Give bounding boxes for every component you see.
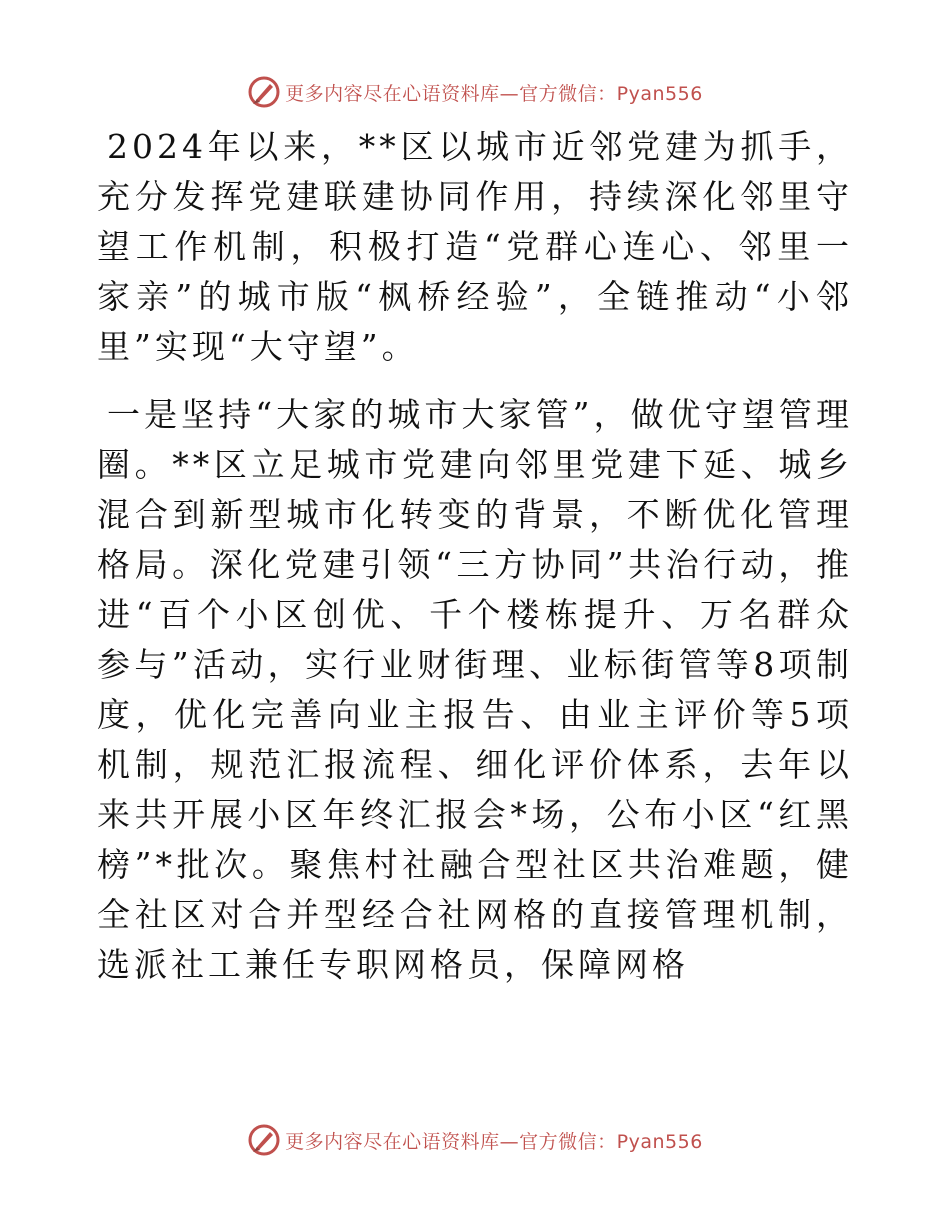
footer-watermark-banner (0, 1120, 950, 1160)
header-banner-text: 更多内容尽在心语资料库—官方微信：Pyan556 (285, 82, 703, 105)
logo-pen-icon (247, 1123, 281, 1157)
header-watermark-banner (0, 72, 950, 112)
paragraph-intro: 2024年以来，**区以城市近邻党建为抓手，充分发挥党建联建协同作用，持续深化邻里守望工作机制，积极打造“党群心连心、邻里一家亲”的城市版“枫桥经验”，全链推动“小邻里”实现“大守望”。 (97, 127, 853, 366)
document-body (97, 122, 853, 1008)
footer-banner-text: 更多内容尽在心语资料库—官方微信：Pyan556 (285, 1130, 703, 1153)
logo-pen-icon (247, 75, 281, 109)
paragraph-point-one: 一是坚持“大家的城市大家管”，做优守望管理圈。**区立足城市党建向邻里党建下延、城乡混合到新型城市化转变的背景，不断优化管理格局。深化党建引领“三方协同”共治行动，推进“百个小区创优、千个楼栋提升、万名群众参与”活动，实行业财街理、业标街管等8项制度，优化完善向业主报告、由业主评价等5项机制，规范汇报流程、细化评价体系，去年以来共开展小区年终汇报会*场，公布小区“红黑榜”*批次。聚焦村社融合型社区共治难题，健全社区对合并型经合社网格的直接管理机制，选派社工兼任专职网格员，保障网格 (97, 395, 853, 984)
